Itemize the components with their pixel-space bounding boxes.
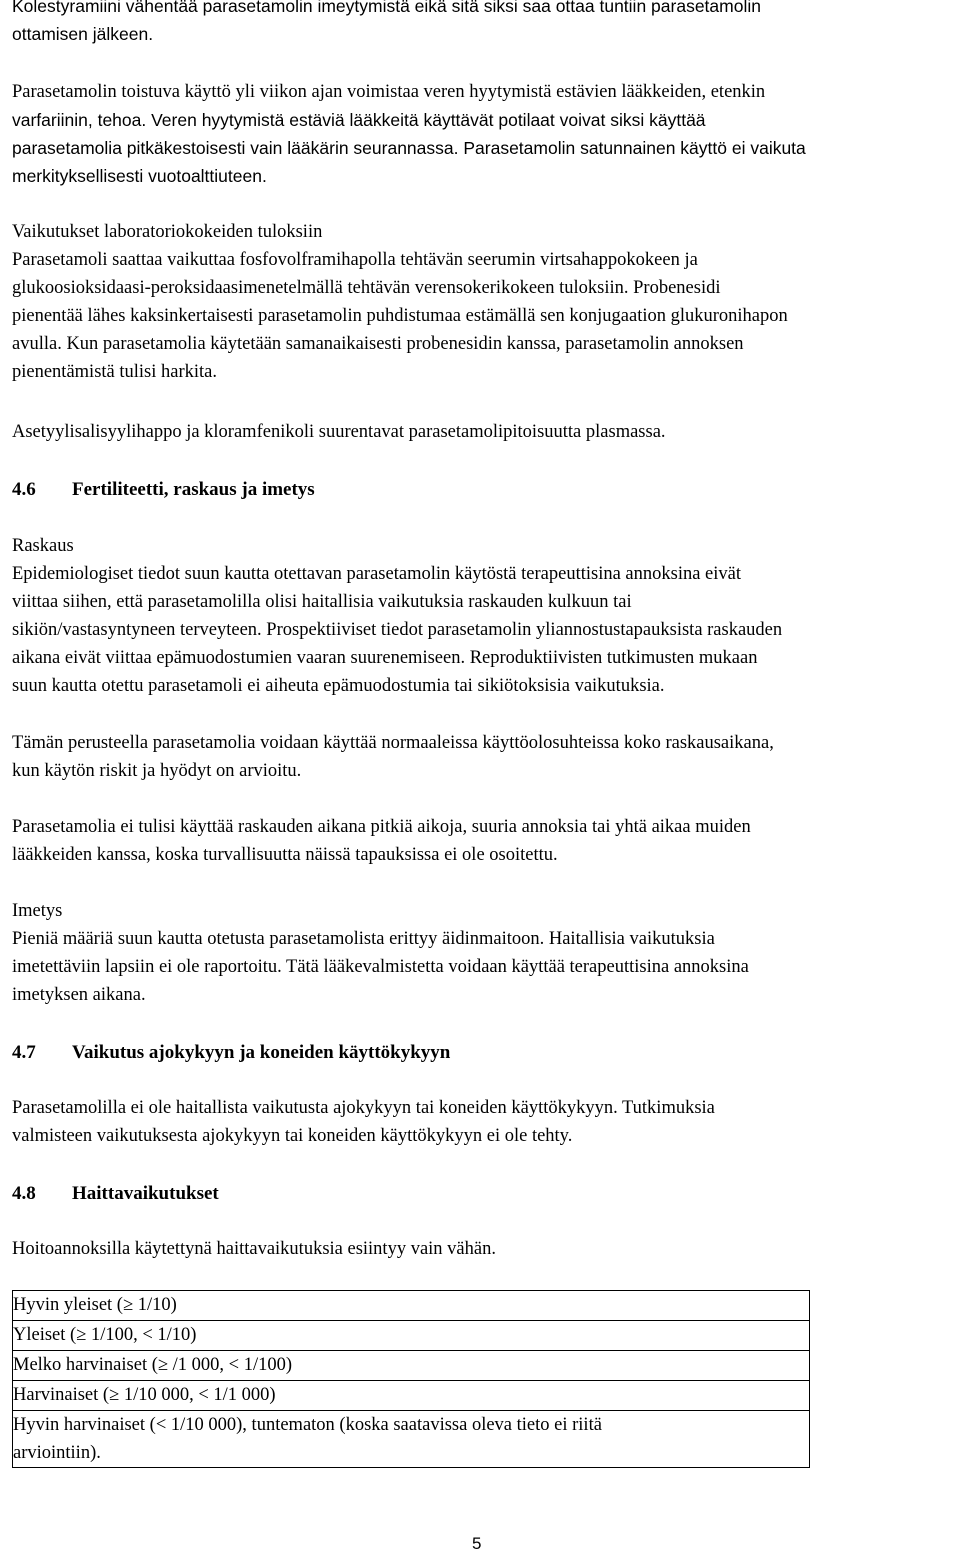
haittavaikutukset-intro: [12, 1235, 952, 1263]
page-number: 5: [472, 1534, 482, 1553]
text-line: Parasetamolia ei tulisi käyttää raskauden aikana pitkiä aikoja, suuria annoksia tai yhtä aikaa muiden: [12, 817, 751, 837]
text-line: Epidemiologiset tiedot suun kautta otettavan parasetamolin käytöstä terapeuttisina annoksina eivät: [12, 564, 742, 584]
cell-text: Harvinaiset (≥ 1/10 000, < 1/1 000): [13, 1385, 276, 1405]
table-row: [13, 1351, 810, 1381]
section-title: Fertiliteetti, raskaus ja imetys: [72, 479, 315, 500]
raskaus-subtitle: Raskaus: [12, 536, 74, 556]
text-line: Hoitoannoksilla käytettynä haittavaikutuksia esiintyy vain vähän.: [12, 1239, 496, 1259]
table-row: [13, 1291, 810, 1321]
text-line: suun kautta otettu parasetamoli ei aiheuta epämuodostumia tai sikiötoksisia vaikutuksia.: [12, 676, 665, 696]
cell-text: Melko harvinaiset (≥ /1 000, < 1/100): [13, 1355, 293, 1375]
asa-paragraph: [12, 418, 952, 446]
section-number: 4.6: [12, 479, 36, 500]
text-line: parasetamolia pitkäkestoisesti vain lääkärin seurannassa. Parasetamolin satunnainen käyttö ei vaikuta: [12, 138, 806, 158]
imetys-subtitle: Imetys: [12, 901, 63, 921]
cell-text: Yleiset (≥ 1/100, < 1/10): [13, 1325, 197, 1345]
laboratory-paragraph: [12, 218, 952, 386]
section-heading-4-6: [12, 476, 952, 504]
section-title: Haittavaikutukset: [72, 1183, 219, 1204]
frequency-table: [12, 1290, 810, 1468]
text-line: Asetyylisalisyylihappo ja kloramfenikoli suurentavat parasetamolipitoisuutta plasmassa.: [12, 422, 666, 442]
table-row: [13, 1321, 810, 1351]
text-line: imetyksen aikana.: [12, 985, 146, 1005]
section-heading-4-7: [12, 1039, 952, 1067]
text-line: sikiön/vastasyntyneen terveyteen. Prospektiiviset tiedot parasetamolin yliannostustapauksista raskauden: [12, 620, 783, 640]
text-line: imetettäviin lapsiin ei ole raportoitu. Tätä lääkevalmistetta voidaan käyttää terapeuttisina annoksina: [12, 957, 749, 977]
perusteella-paragraph: [12, 729, 952, 785]
table-cell: [13, 1411, 810, 1468]
text-line: pienentämistä tulisi harkita.: [12, 362, 217, 382]
cell-text: Hyvin harvinaiset (< 1/10 000), tuntematon (koska saatavissa oleva tieto ei riitä: [13, 1415, 602, 1435]
table-cell: [13, 1321, 810, 1351]
text-line: Kolestyramiini vähentää parasetamolin imeytymistä eikä sitä siksi saa ottaa tuntiin parasetamolin: [12, 0, 761, 16]
text-line: lääkkeiden kanssa, koska turvallisuutta näissä tapauksissa ei ole osoitettu.: [12, 845, 558, 865]
section-number: 4.8: [12, 1183, 36, 1204]
text-line: viittaa siihen, että parasetamolilla olisi haitallisia vaikutuksia raskauden kulkuun tai: [12, 592, 632, 612]
table-cell: [13, 1351, 810, 1381]
varfariini-paragraph: [12, 78, 952, 190]
text-line: avulla. Kun parasetamolia käytetään samanaikaisesti probenesidin kanssa, parasetamolin annoksen: [12, 334, 744, 354]
laboratory-subtitle: Vaikutukset laboratoriokokeiden tuloksiin: [12, 222, 323, 242]
text-line: Parasetamolilla ei ole haitallista vaikutusta ajokykyyn tai koneiden käyttökykyyn. Tutkimuksia: [12, 1098, 715, 1118]
text-line: ottamisen jälkeen.: [12, 24, 154, 44]
table-cell: [13, 1381, 810, 1411]
ajokyky-paragraph: [12, 1094, 952, 1150]
imetys-paragraph: [12, 897, 952, 1009]
cell-text: arviointiin).: [13, 1443, 101, 1463]
text-line: Tämän perusteella parasetamolia voidaan käyttää normaaleissa käyttöolosuhteissa koko raskausaikana,: [12, 733, 774, 753]
table-cell: [13, 1291, 810, 1321]
text-line: merkityksellisesti vuotoalttiuteen.: [12, 166, 267, 186]
text-line: valmisteen vaikutuksesta ajokykyyn tai koneiden käyttökykyyn ei ole tehty.: [12, 1126, 573, 1146]
text-line: kun käytön riskit ja hyödyt on arvioitu.: [12, 761, 302, 781]
text-line: aikana eivät viittaa epämuodostumien vaaran suurenemiseen. Reproduktiivisten tutkimusten mukaan: [12, 648, 758, 668]
table-row: [13, 1411, 810, 1468]
table-row: [13, 1381, 810, 1411]
text-line: glukoosioksidaasi-peroksidaasimenetelmällä tehtävän verensokerikokeen tuloksiin. Probenesidi: [12, 278, 721, 298]
cell-text: Hyvin yleiset (≥ 1/10): [13, 1295, 177, 1315]
text-line: Parasetamolin toistuva käyttö yli viikon ajan voimistaa veren hyytymistä estävien lääkkeiden, etenkin: [12, 82, 766, 102]
text-line: Pieniä määriä suun kautta otetusta parasetamolista erittyy äidinmaitoon. Haitallisia vaikutuksia: [12, 929, 715, 949]
text-line: pienentää lähes kaksinkertaisesti parasetamolin puhdistumaa estämällä sen konjugaation glukuronihapon: [12, 306, 788, 326]
section-number: 4.7: [12, 1042, 36, 1063]
kolestyramiini-paragraph: [12, 0, 952, 48]
text-line: varfariinin, tehoa. Veren hyytymistä estäviä lääkkeitä käyttävät potilaat voivat siksi käyttää: [12, 110, 706, 130]
text-line: Parasetamoli saattaa vaikuttaa fosfovolframihapolla tehtävän seerumin virtsahappokokeen ja: [12, 250, 698, 270]
pitkia-aikoja-paragraph: [12, 813, 952, 869]
raskaus-paragraph: [12, 532, 952, 700]
section-title: Vaikutus ajokykyyn ja koneiden käyttökykyyn: [72, 1042, 451, 1063]
section-heading-4-8: [12, 1180, 952, 1208]
